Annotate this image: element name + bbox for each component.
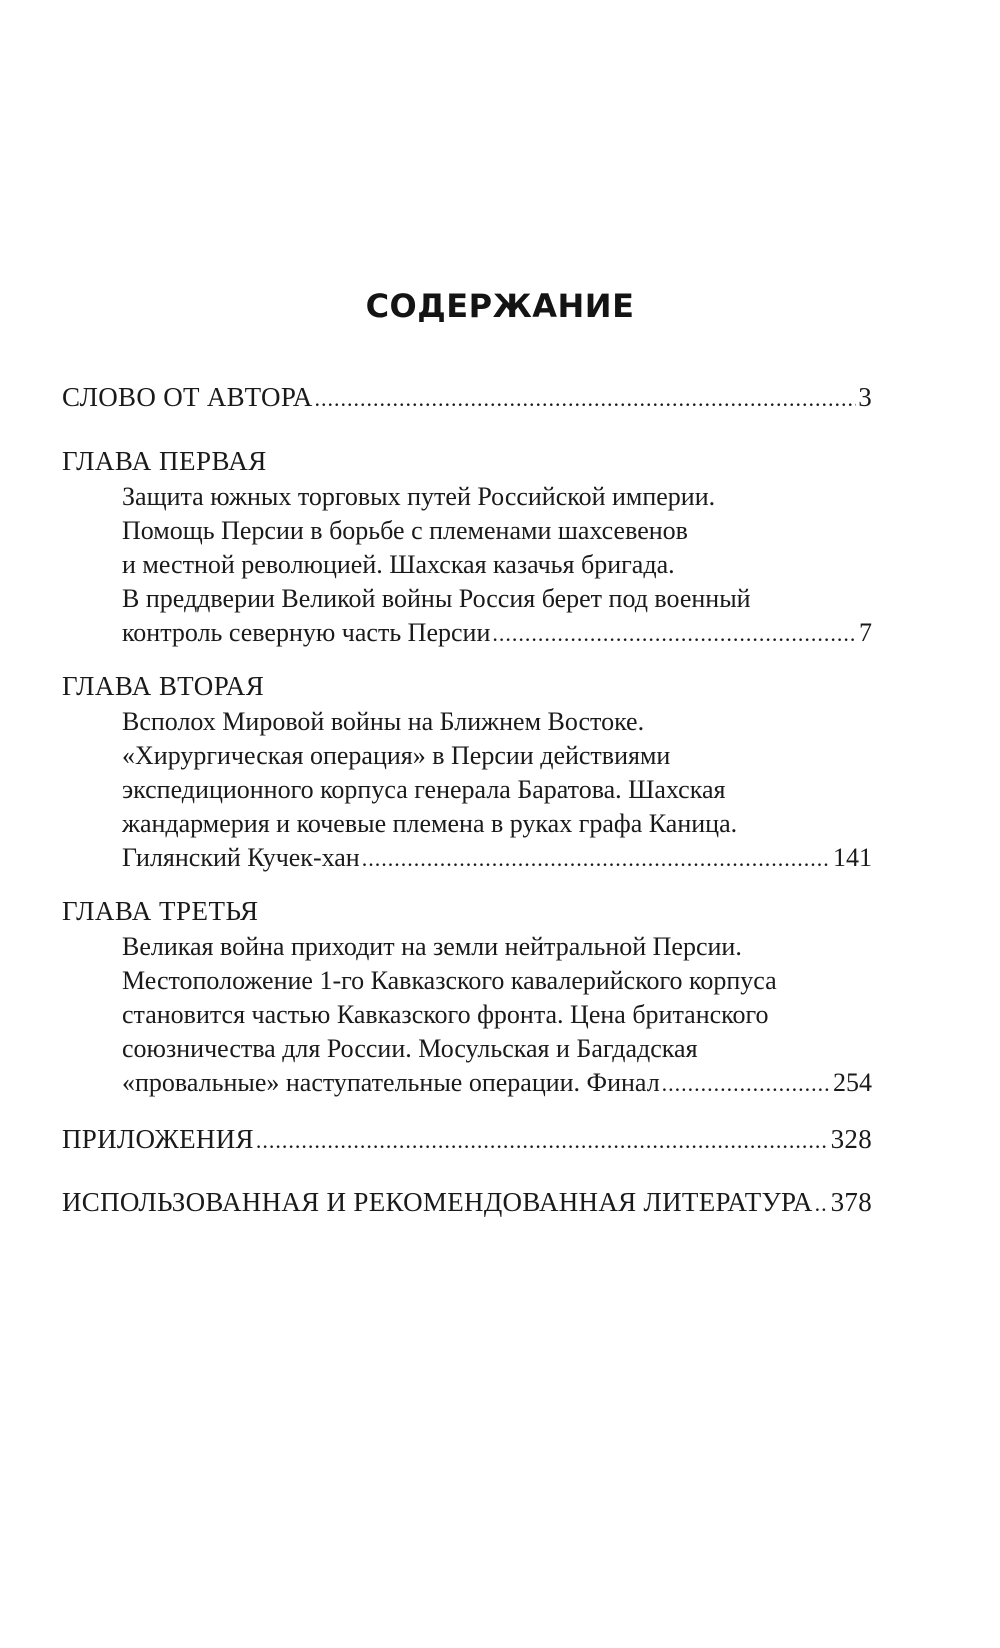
toc-entry-chapter-2[interactable] (122, 841, 872, 876)
toc-entry-chapter-1[interactable] (122, 616, 872, 651)
dot-leader (315, 382, 857, 416)
chapter-heading-2[interactable]: ГЛАВА ВТОРАЯ (62, 671, 265, 701)
dot-leader (362, 842, 831, 876)
toc-page-number: 7 (859, 618, 872, 647)
dot-leader (492, 617, 857, 651)
toc-entry-label: «провальные» наступательные операции. Финал (122, 1068, 660, 1097)
dot-leader (256, 1124, 829, 1158)
chapter-1-line: и местной революцией. Шахская казачья бригада. (122, 550, 675, 579)
toc-entry-appendices[interactable] (62, 1122, 872, 1158)
dot-leader (815, 1187, 829, 1221)
chapter-3-line: союзничества для России. Мосульская и Багдадская (122, 1034, 698, 1063)
toc-entry-label: СЛОВО ОТ АВТОРА (62, 382, 313, 412)
chapter-1-line: Защита южных торговых путей Российской империи. (122, 482, 716, 511)
chapter-3-line: Великая война приходит на земли нейтральной Персии. (122, 932, 742, 961)
chapter-2-line: Всполох Мировой войны на Ближнем Востоке. (122, 707, 645, 736)
toc-entry-label: ИСПОЛЬЗОВАННАЯ И РЕКОМЕНДОВАННАЯ ЛИТЕРАТУРА (62, 1187, 813, 1217)
toc-entry-label: ПРИЛОЖЕНИЯ (62, 1124, 254, 1154)
dot-leader (662, 1067, 831, 1101)
toc-page-number: 3 (858, 382, 872, 412)
toc-entry-chapter-3[interactable] (122, 1066, 872, 1101)
page-title: СОДЕРЖАНИЕ (365, 287, 635, 325)
chapter-2-line: экспедиционного корпуса генерала Баратова. Шахская (122, 775, 726, 804)
chapter-3-line: становится частью Кавказского фронта. Цена британского (122, 1000, 769, 1029)
toc-page-number: 141 (833, 843, 872, 872)
toc-page-number: 328 (830, 1124, 872, 1154)
chapter-2-line: «Хирургическая операция» в Персии действиями (122, 741, 671, 770)
chapter-heading-3[interactable]: ГЛАВА ТРЕТЬЯ (62, 896, 259, 926)
toc-entry-label: Гилянский Кучек-хан (122, 843, 360, 872)
chapter-heading-1[interactable]: ГЛАВА ПЕРВАЯ (62, 446, 267, 476)
chapter-1-line: В преддверии Великой войны Россия берет под военный (122, 584, 751, 613)
toc-page-number: 254 (833, 1068, 872, 1097)
toc-entry-literature[interactable] (62, 1185, 872, 1221)
toc-page-number: 378 (830, 1187, 872, 1217)
chapter-2-line: жандармерия и кочевые племена в руках графа Каница. (122, 809, 738, 838)
toc-entry-author-word[interactable] (62, 380, 872, 416)
chapter-3-line: Местоположение 1-го Кавказского кавалерийского корпуса (122, 966, 777, 995)
toc-entry-label: контроль северную часть Персии (122, 618, 491, 647)
chapter-1-line: Помощь Персии в борьбе с племенами шахсевенов (122, 516, 688, 545)
